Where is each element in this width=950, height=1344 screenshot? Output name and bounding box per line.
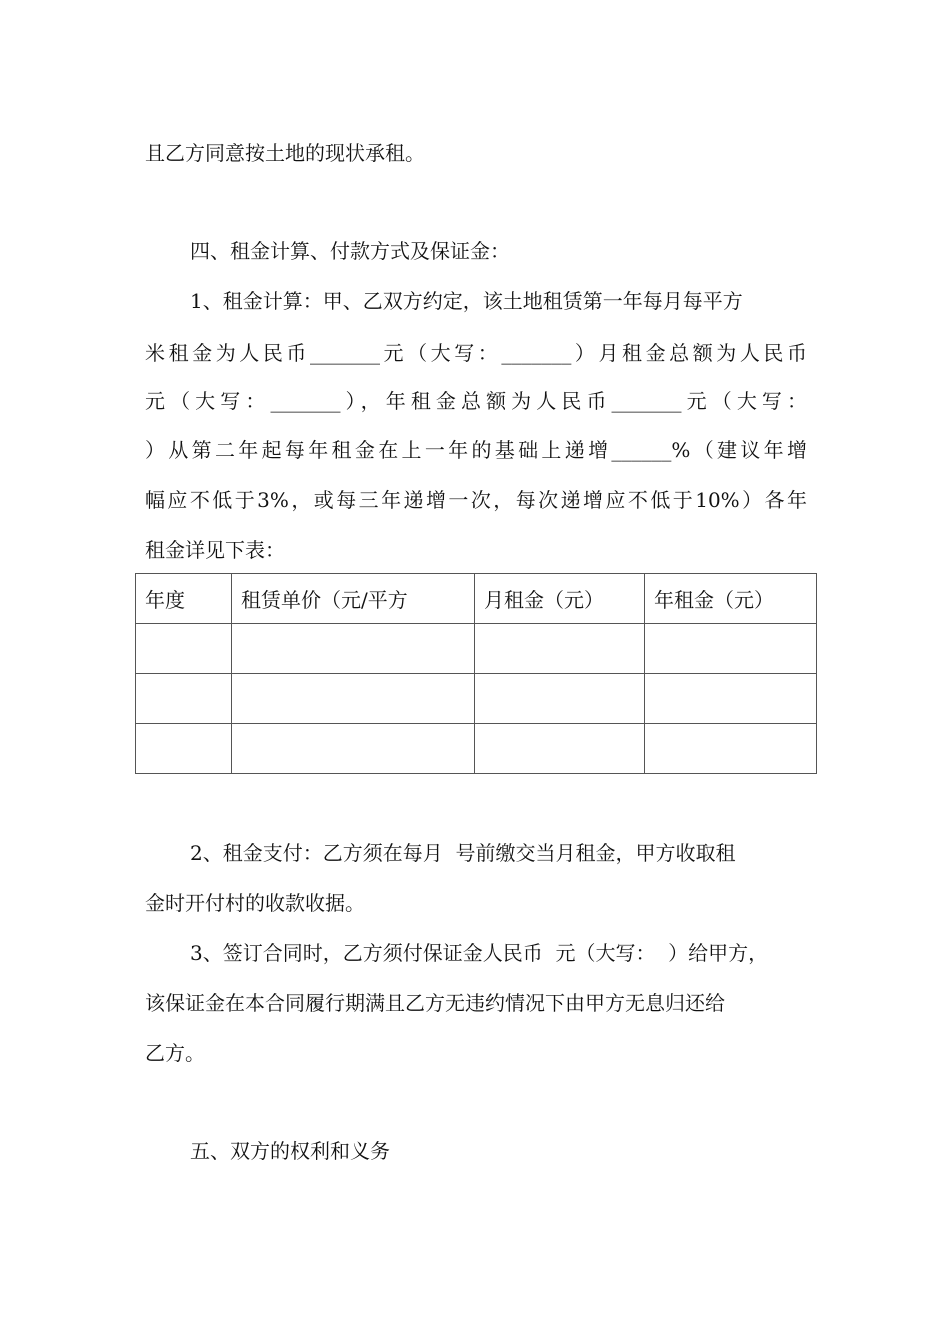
table-row <box>136 724 817 774</box>
table-cell <box>232 624 475 674</box>
paragraph-line: 租金详见下表： <box>145 538 285 562</box>
table-cell <box>475 624 645 674</box>
table-row <box>136 624 817 674</box>
paragraph-line: ）从第二年起每年租金在上一年的基础上递增______%（建议年增 <box>145 438 807 462</box>
table-row <box>136 674 817 724</box>
rent-table <box>135 573 817 774</box>
table-cell <box>475 674 645 724</box>
table-cell <box>645 624 817 674</box>
section-heading-5: 五、双方的权利和义务 <box>190 1139 390 1163</box>
section-heading-4: 四、租金计算、付款方式及保证金： <box>190 239 510 263</box>
paragraph-line: 1、租金计算：甲、乙双方约定，该土地租赁第一年每月每平方 <box>190 289 743 313</box>
table-cell <box>645 674 817 724</box>
table-header-cell: 月租金（元） <box>475 574 645 624</box>
table-header-cell: 年度 <box>136 574 232 624</box>
paragraph-line: 3、签订合同时，乙方须付保证金人民币 元（大写： ）给甲方， <box>190 941 769 965</box>
table-cell <box>232 724 475 774</box>
paragraph-line: 幅应不低于3%，或每三年递增一次，每次递增应不低于10%）各年 <box>145 488 807 512</box>
paragraph-line: 乙方。 <box>145 1041 205 1065</box>
table-cell <box>136 674 232 724</box>
table-header-cell: 年租金（元） <box>645 574 817 624</box>
table-cell <box>136 624 232 674</box>
table-header-cell: 租赁单价（元/平方 <box>232 574 475 624</box>
table-header-row <box>136 574 817 624</box>
table-cell <box>136 724 232 774</box>
paragraph-line: 元（大写：_______），年租金总额为人民币_______元（大写： <box>145 389 807 413</box>
paragraph-line: 且乙方同意按土地的现状承租。 <box>145 141 425 165</box>
table-cell <box>645 724 817 774</box>
paragraph-line: 金时开付村的收款收据。 <box>145 891 365 915</box>
paragraph-line: 该保证金在本合同履行期满且乙方无违约情况下由甲方无息归还给 <box>145 991 725 1015</box>
paragraph-line: 2、租金支付：乙方须在每月 号前缴交当月租金，甲方收取租 <box>190 841 736 865</box>
table-cell <box>232 674 475 724</box>
paragraph-line: 米租金为人民币_______元（大写：_______）月租金总额为人民币 <box>145 341 807 365</box>
table-cell <box>475 724 645 774</box>
